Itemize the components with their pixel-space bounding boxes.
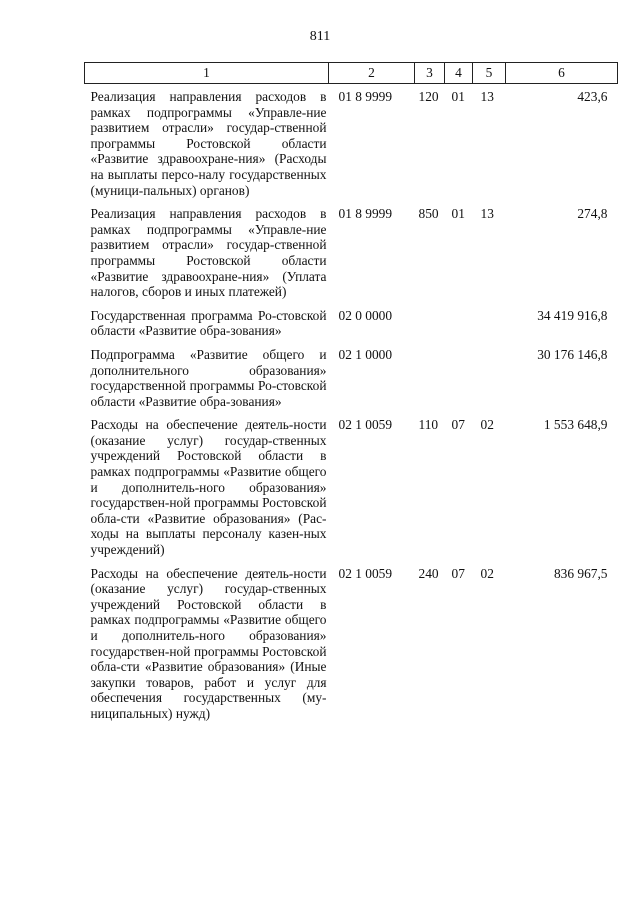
row-section: 07 xyxy=(451,565,465,581)
row-subsection: 13 xyxy=(480,89,494,104)
row-description: Государственная программа Ро-стовской области «Развитие обра-зования» xyxy=(90,307,327,339)
header-col-3: 3 xyxy=(415,63,445,84)
row-description: Подпрограмма «Развитие общего и дополнительного образования» государственной программы Ро-стовской области «Развитие обра-зования» xyxy=(90,346,327,409)
row-amount: 423,6 xyxy=(577,89,608,104)
header-col-4: 4 xyxy=(445,63,473,84)
row-amount: 30 176 146,8 xyxy=(537,346,608,362)
row-subsection: 13 xyxy=(480,206,494,222)
row-expense-type: 240 xyxy=(418,565,439,581)
table-row xyxy=(85,347,618,417)
row-subsection: 02 xyxy=(480,417,494,433)
row-description: Реализация направления расходов в рамках подпрограммы «Управле-ние развитием отрасли» государ-ственной программы Ростовской области «Развитие здравоохране-ния» (Уплата налогов, сборов и иных платежей) xyxy=(90,206,327,300)
row-target-code: 02 1 0059 xyxy=(338,565,393,581)
row-target-code: 02 1 0059 xyxy=(338,417,393,433)
header-row xyxy=(85,63,618,84)
row-expense-type: 850 xyxy=(418,206,439,222)
row-expense-type: 120 xyxy=(418,89,439,104)
row-section: 01 xyxy=(451,206,465,222)
row-section xyxy=(445,347,473,417)
row-amount: 836 967,5 xyxy=(553,565,608,581)
table-row xyxy=(85,417,618,565)
row-subsection xyxy=(473,347,506,417)
table-row xyxy=(85,566,618,730)
row-description: Расходы на обеспечение деятель-ности (оказание услуг) государ-ственных учреждений Ростовской области в рамках подпрограммы «Развитие общего и дополнитель-ного образования» государствен-ной программы Ростовской обла-сти «Развитие образования» (Иные закупки товаров, работ и услуг для обеспечения государственных (му-ниципальных) нужд) xyxy=(90,565,327,721)
table-row xyxy=(85,206,618,308)
budget-table xyxy=(84,62,618,730)
table-row xyxy=(85,84,618,207)
page-number: 811 xyxy=(309,29,331,44)
header-col-1: 1 xyxy=(85,63,329,84)
table-body xyxy=(85,84,618,730)
row-target-code: 01 8 9999 xyxy=(338,89,393,104)
header-col-6: 6 xyxy=(506,63,618,84)
row-target-code: 02 0 0000 xyxy=(338,307,393,323)
row-section xyxy=(445,308,473,347)
row-expense-type xyxy=(415,308,445,347)
header-col-5: 5 xyxy=(473,63,506,84)
row-subsection: 02 xyxy=(480,565,494,581)
row-target-code: 01 8 9999 xyxy=(338,206,393,222)
row-description: Реализация направления расходов в рамках подпрограммы «Управле-ние развитием отрасли» государ-ственной программы Ростовской области «Развитие здравоохране-ния» (Расходы на выплаты персо-налу государственных (муници-пальных) органов) xyxy=(90,89,327,198)
row-amount: 274,8 xyxy=(577,206,608,222)
row-amount: 1 553 648,9 xyxy=(543,417,608,433)
table-row xyxy=(85,308,618,347)
header-col-2: 2 xyxy=(329,63,415,84)
row-section: 01 xyxy=(451,89,465,104)
row-amount: 34 419 916,8 xyxy=(537,307,608,323)
row-target-code: 02 1 0000 xyxy=(338,346,393,362)
table-header xyxy=(85,63,618,84)
row-expense-type xyxy=(415,347,445,417)
row-expense-type: 110 xyxy=(418,417,439,433)
row-description: Расходы на обеспечение деятель-ности (оказание услуг) государ-ственных учреждений Ростовской области в рамках подпрограммы «Развитие общего и дополнитель-ного образования» государствен-ной программы Ростовской обла-сти «Развитие образования» (Рас-ходы на выплаты персоналу казен-ных учреждений) xyxy=(90,417,327,558)
row-section: 07 xyxy=(451,417,465,433)
row-subsection xyxy=(473,308,506,347)
